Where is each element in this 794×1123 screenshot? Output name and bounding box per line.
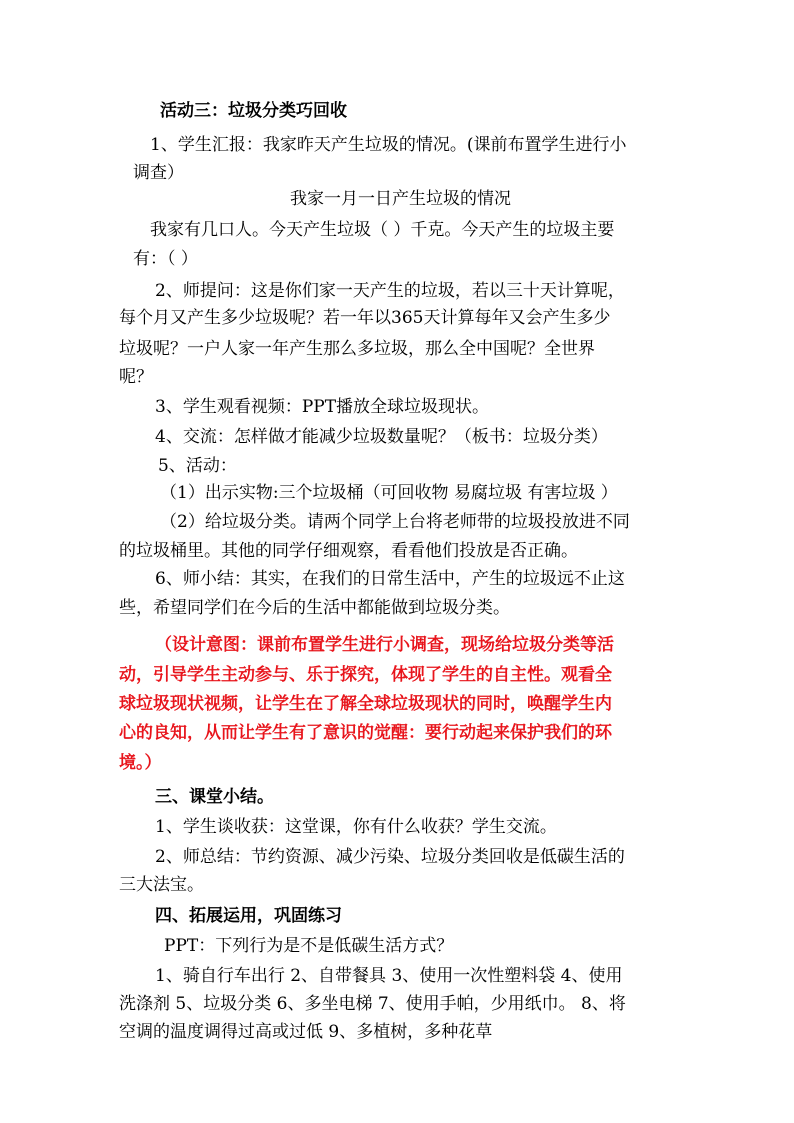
- paragraph-line: PPT：下列行为是不是低碳生活方式？: [164, 936, 454, 956]
- design-intent-note: 球垃圾现状视频，让学生在了解全球垃圾现状的同时，唤醒学生内: [119, 694, 612, 714]
- list-item: （2）给垃圾分类。请两个同学上台将老师带的垃圾投放进不同: [160, 512, 630, 532]
- paragraph-line: 1、学生汇报：我家昨天产生垃圾的情况。(课前布置学生进行小: [150, 135, 627, 155]
- paragraph-line: 空调的温度调得过高或过低 9、多植树，多种花草: [119, 1022, 493, 1042]
- list-item: （1）出示实物:三个垃圾桶（可回收物 易腐垃圾 有害垃圾 ）: [160, 483, 618, 503]
- paragraph-line: 2、师总结：节约资源、减少污染、垃圾分类回收是低碳生活的: [155, 847, 625, 867]
- paragraph-line: 每个月又产生多少垃圾呢？若一年以365天计算每年又会产生多少: [119, 308, 611, 328]
- paragraph-line: 4、交流：怎样做才能减少垃圾数量呢？（板书：垃圾分类）: [155, 427, 608, 447]
- design-intent-note: 动，引导学生主动参与、乐于探究，体现了学生的自主性。观看全: [119, 665, 612, 685]
- paragraph-line: 垃圾呢？一户人家一年产生那么多垃圾，那么全中国呢？全世界: [119, 339, 595, 359]
- paragraph-line: 呢？: [119, 367, 153, 387]
- paragraph-line: 1、骑自行车出行 2、自带餐具 3、使用一次性塑料袋 4、使用: [155, 966, 623, 986]
- paragraph-line: 些，希望同学们在今后的生活中都能做到垃圾分类。: [119, 598, 510, 618]
- table-caption: 我家一月一日产生垃圾的情况: [290, 189, 511, 209]
- design-intent-note: （设计意图：课前布置学生进行小调查，现场给垃圾分类等活: [155, 635, 614, 655]
- design-intent-note: 心的良知，从而让学生有了意识的觉醒：要行动起来保护我们的环: [119, 723, 612, 743]
- paragraph-line: 洗涤剂 5、垃圾分类 6、多坐电梯 7、使用手帕，少用纸巾。 8、将: [119, 994, 626, 1014]
- section-heading-practice: 四、拓展运用，巩固练习: [155, 906, 342, 926]
- paragraph-line: 的垃圾桶里。其他的同学仔细观察，看看他们投放是否正确。: [119, 541, 578, 561]
- design-intent-note: 境。）: [119, 753, 162, 773]
- paragraph-line: 三大法宝。: [119, 875, 204, 895]
- paragraph-line: 6、师小结：其实，在我们的日常生活中，产生的垃圾远不止这: [155, 569, 625, 589]
- paragraph-line: 3、学生观看视频：PPT播放全球垃圾现状。: [155, 397, 490, 417]
- paragraph-line: 我家有几口人。今天产生垃圾（ ）千克。今天产生的垃圾主要: [150, 220, 615, 240]
- paragraph-line: 有：（ ）: [133, 249, 198, 269]
- paragraph-line: 1、学生谈收获：这堂课，你有什么收获？学生交流。: [155, 817, 557, 837]
- section-heading-summary: 三、课堂小结。: [155, 787, 274, 807]
- paragraph-line: 2、师提问：这是你们家一天产生的垃圾，若以三十天计算呢，: [155, 281, 625, 301]
- paragraph-line: 5、活动：: [158, 456, 237, 476]
- activity-three-heading: 活动三：垃圾分类巧回收: [160, 101, 347, 121]
- paragraph-line: 调查）: [133, 163, 184, 183]
